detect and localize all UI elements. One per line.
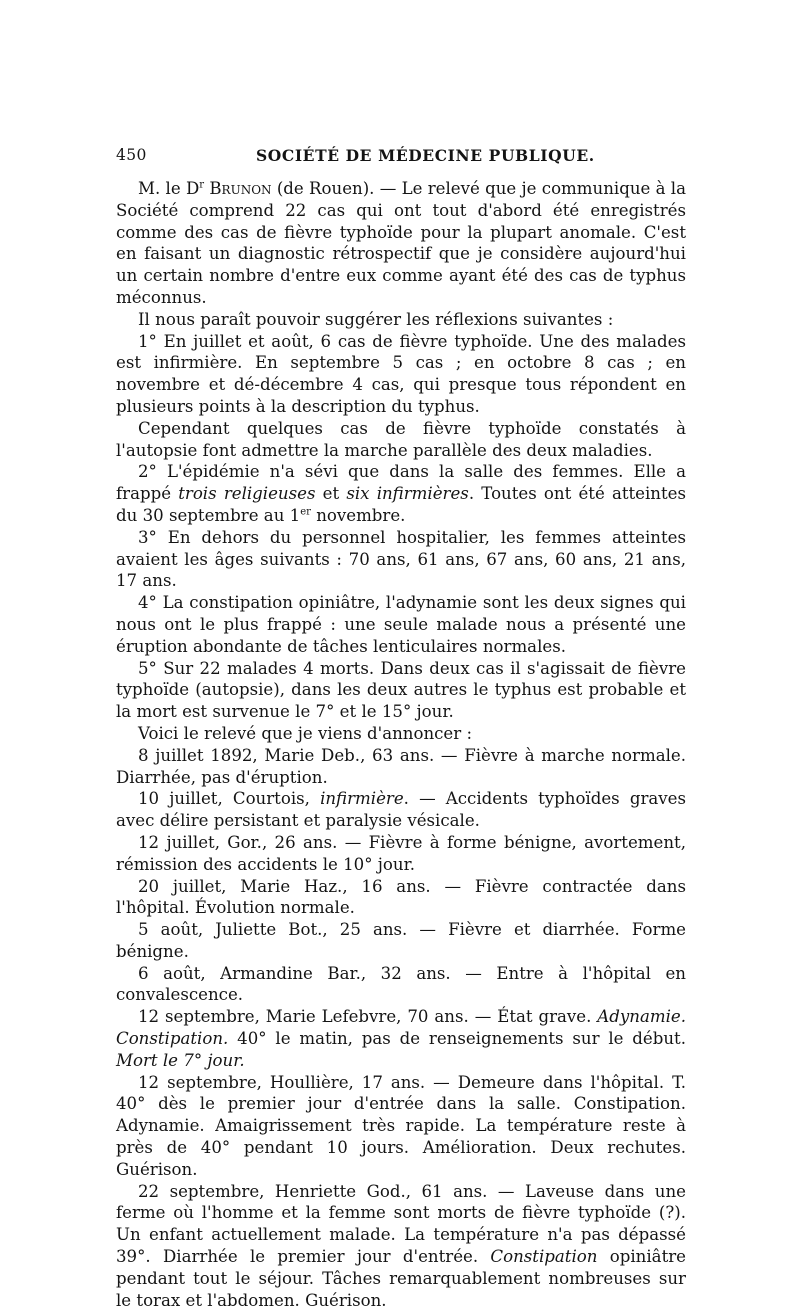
case-entry: 5 août, Juliette Bot., 25 ans. — Fièvre et diarrhée. Forme bénigne. (116, 920, 686, 961)
case-entry: 10 juillet, Courtois, infirmière. — Accidents typhoïdes graves avec délire persistant et paralysie vésicale. (116, 789, 686, 831)
paragraph: 3° En dehors du personnel hospitalier, les femmes atteintes avaient les âges suivants : 70 ans, 61 ans, 67 ans, 60 ans, 21 ans, 17 ans. (116, 527, 686, 591)
page-header (116, 146, 686, 168)
body-text (116, 178, 686, 1311)
case-entry: 12 septembre, Marie Lefebvre, 70 ans. — État grave. Adynamie. Constipation. 40° le matin, pas de renseignements sur le début. Mort le 7° jour. (116, 1007, 686, 1070)
paragraph: Cependant quelques cas de fièvre typhoïde constatés à l'autopsie font admettre la marche parallèle des deux maladies. (116, 418, 686, 460)
case-entry: 12 septembre, Houllière, 17 ans. — Demeure dans l'hôpital. T. 40° dès le premier jour d'entrée dans la salle. Constipation. Adynamie. Amaigrissement très rapide. La température reste à près de 40° pendant 10 jours. Amélioration. Deux rechutes. Guérison. (116, 1072, 686, 1179)
paragraph: Il nous paraît pouvoir suggérer les réflexions suivantes : (138, 309, 614, 329)
author-name: Brunon (209, 179, 272, 198)
case-entry: 22 septembre, Henriette God., 61 ans. — Laveuse dans une ferme où l'homme et la femme sont morts de fièvre typhoïde (?). Un enfant actuellement malade. La température n'a pas dépassé 39°. Diarrhée le premier jour d'entrée. Constipation opiniâtre pendant tout le séjour. Tâches remarquablement nombreuses sur le torax et l'abdomen. Guérison. (116, 1181, 686, 1310)
paragraph: 2° L'épidémie n'a sévi que dans la salle des femmes. Elle a frappé trois religieuses et six infirmières. Toutes ont été atteintes du 30 septembre au 1er novembre. (116, 462, 686, 525)
paragraph: Voici le relevé que je viens d'annoncer : (138, 723, 473, 743)
paragraph: 4° La constipation opiniâtre, l'adynamie sont les deux signes qui nous ont le plus frappé : une seule malade nous a présenté une éruption abondante de tâches lenticulaires normales. (116, 593, 686, 656)
running-head: SOCIÉTÉ DE MÉDECINE PUBLIQUE. (256, 146, 595, 165)
case-entry: 20 juillet, Marie Haz., 16 ans. — Fièvre contractée dans l'hôpital. Évolution normale. (116, 876, 686, 918)
case-entry: 12 juillet, Gor., 26 ans. — Fièvre à forme bénigne, avortement, rémission des accidents le 10° jour. (116, 832, 686, 874)
case-entry: 8 juillet 1892, Marie Deb., 63 ans. — Fièvre à marche normale. Diarrhée, pas d'éruption. (116, 745, 686, 787)
paragraph: 5° Sur 22 malades 4 morts. Dans deux cas il s'agissait de fièvre typhoïde (autopsie), dans les deux autres le typhus est probable et la mort est survenue le 7° et le 15° jour. (116, 658, 686, 722)
paragraph: 1° En juillet et août, 6 cas de fièvre typhoïde. Une des malades est infirmière. En septembre 5 cas ; en octobre 8 cas ; en novembre et dé-décembre 4 cas, qui presque tous répondent en plusieurs points à la description du typhus. (116, 331, 686, 416)
case-entry: 6 août, Armandine Bar., 32 ans. — Entre à l'hôpital en convalescence. (116, 963, 686, 1005)
paragraph: M. le $D^r$ Brunon (de Rouen). — Le relevé que je communique à la Société comprend 22 cas qui ont tout d'abord été enregistrés comme des cas de fièvre typhoïde pour la plupart anomale. C'est en faisant un diagnostic rétrospectif que je considère aujourd'hui un certain nombre d'entre eux comme ayant été des cas de typhus méconnus. (116, 179, 687, 307)
page-number: 450 (116, 146, 147, 164)
